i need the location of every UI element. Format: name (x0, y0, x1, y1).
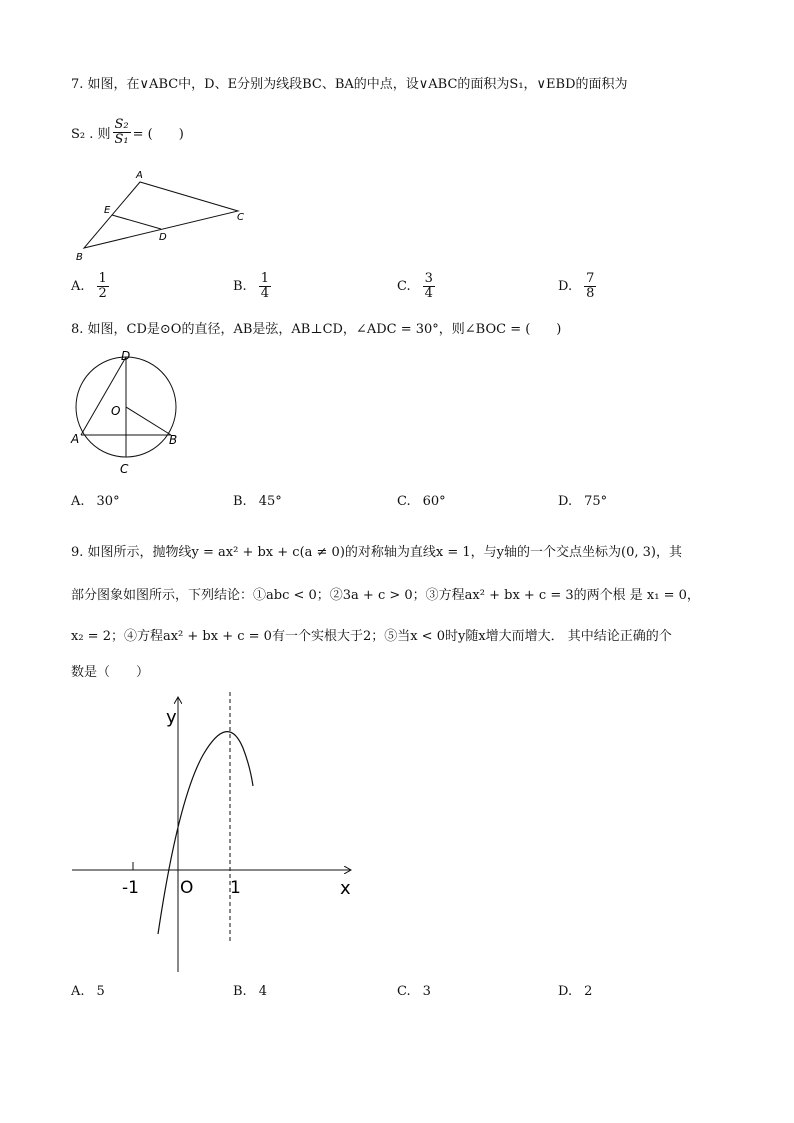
q7-option-a[interactable] (71, 272, 109, 300)
option-text: 30° (96, 494, 120, 509)
q7-option-c[interactable] (397, 272, 435, 300)
q7-triangle-figure (70, 165, 260, 265)
segment-ad (81, 357, 126, 435)
q7-stem-prefix: S₂ . 则 (71, 126, 111, 142)
option-letter: D. (558, 494, 573, 509)
segment-ob (126, 407, 171, 435)
label-e: E (104, 205, 111, 216)
q8-option-b[interactable] (233, 494, 282, 509)
q9-stem-line4: 数是（ ） (71, 665, 150, 680)
option-numerator: 7 (586, 271, 595, 286)
q9-option-c[interactable] (397, 984, 431, 999)
option-denominator: 8 (586, 285, 595, 301)
label-c: C (237, 212, 244, 223)
label-o: O (111, 404, 121, 418)
q9-stem-line1: 9. 如图所示，抛物线y = ax² + bx + c(a ≠ 0)的对称轴为直线x = 1，与y轴的一个交点坐标为(0, 3)，其 (71, 545, 682, 560)
option-text: 45° (258, 494, 282, 509)
label-b: B (169, 433, 178, 447)
q7-stem-suffix: = ( ) (132, 126, 184, 142)
q9-option-a[interactable] (71, 984, 105, 999)
q7-option-b[interactable] (233, 272, 271, 300)
q7-stem-line1: 7. 如图，在∨ABC中，D、E分别为线段BC、BA的中点，设∨ABC的面积为S₁，∨EBD的面积为 (71, 77, 628, 92)
tick-label-neg1: -1 (122, 878, 139, 898)
option-text: 4 (258, 984, 267, 999)
option-text: 60° (422, 494, 446, 509)
option-letter: C. (397, 494, 411, 509)
option-denominator: 4 (424, 285, 433, 301)
q9-option-d[interactable] (558, 984, 592, 999)
tick-label-1: 1 (230, 878, 241, 898)
option-text: 75° (584, 494, 608, 509)
q9-option-b[interactable] (233, 984, 267, 999)
option-numerator: 1 (260, 271, 269, 286)
option-letter: A. (71, 984, 85, 999)
q9-parabola-graph (68, 690, 368, 980)
q7-ratio-numerator: S₂ (114, 117, 129, 132)
label-c: C (120, 462, 129, 475)
q9-stem-line2: 部分图象如图所示，下列结论：①abc < 0；②3a + c > 0；③方程ax² + bx + c = 3的两个根 是 x₁ = 0， (71, 588, 700, 603)
option-denominator: 4 (260, 285, 269, 301)
x-axis-label: x (340, 878, 351, 899)
label-a: A (71, 432, 80, 446)
option-denominator: 2 (98, 285, 107, 301)
option-letter: B. (233, 278, 247, 294)
q7-ratio-denominator: S₁ (114, 131, 129, 147)
q8-circle-figure (68, 345, 188, 475)
option-text: 2 (584, 984, 593, 999)
option-letter: D. (558, 278, 573, 294)
option-text: 3 (422, 984, 431, 999)
parabola-curve (158, 732, 253, 934)
option-letter: D. (558, 984, 573, 999)
option-numerator: 3 (424, 271, 433, 286)
option-letter: A. (71, 278, 85, 294)
option-letter: C. (397, 984, 411, 999)
option-numerator: 1 (98, 271, 107, 286)
q8-stem: 8. 如图，CD是⊙O的直径，AB是弦，AB⊥CD，∠ADC = 30°，则∠BOC = ( ) (71, 322, 562, 337)
q8-option-d[interactable] (558, 494, 607, 509)
option-letter: B. (233, 494, 247, 509)
q8-option-c[interactable] (397, 494, 446, 509)
option-text: 5 (96, 984, 105, 999)
q7-ratio-fraction (113, 118, 131, 146)
segment-ed (112, 215, 161, 229)
q7-stem-line2 (71, 118, 184, 146)
label-d: D (159, 232, 167, 243)
label-b: B (76, 252, 83, 263)
option-letter: C. (397, 278, 411, 294)
q8-option-a[interactable] (71, 494, 120, 509)
q9-stem-line3: x₂ = 2；④方程ax² + bx + c = 0有一个实根大于2；⑤当x < 0时y随x增大而增大． 其中结论正确的个 (71, 629, 672, 644)
option-letter: A. (71, 494, 85, 509)
y-axis-label: y (166, 707, 177, 728)
label-d: D (121, 349, 131, 363)
origin-label: O (180, 878, 194, 898)
label-a: A (136, 170, 143, 181)
option-letter: B. (233, 984, 247, 999)
q7-option-d[interactable] (558, 272, 596, 300)
